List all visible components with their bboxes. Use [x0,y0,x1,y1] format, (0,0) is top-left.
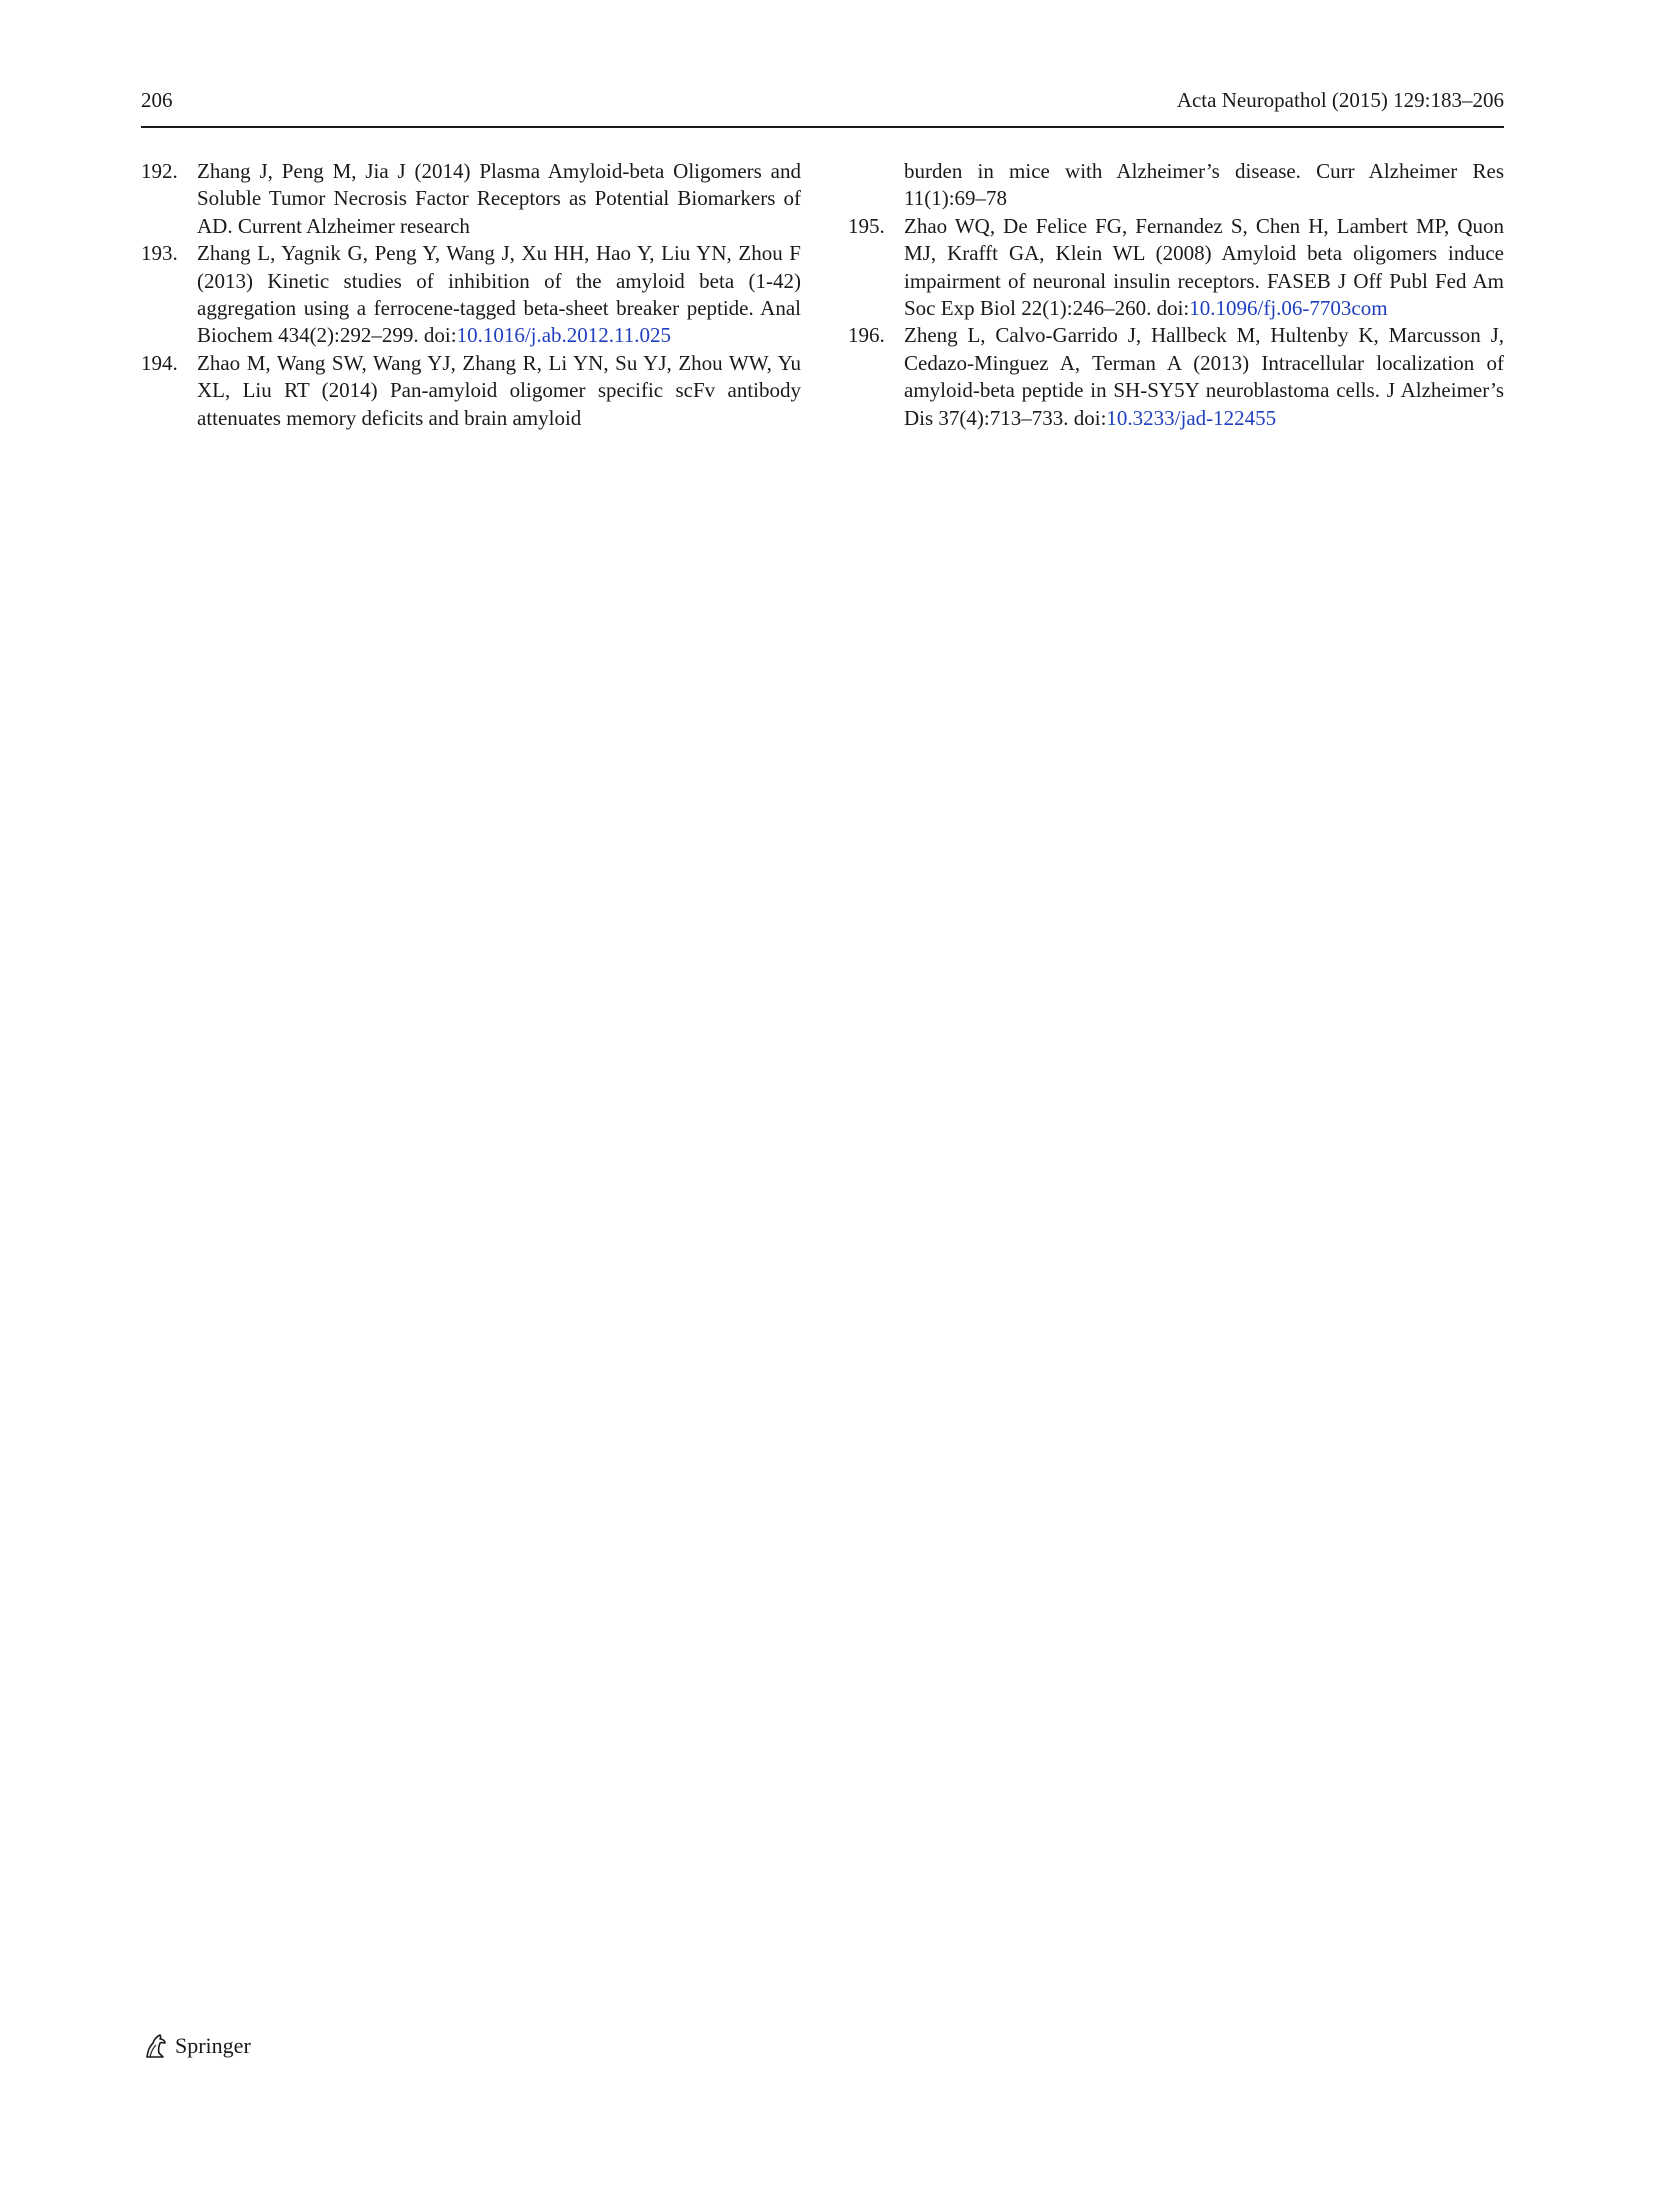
springer-horse-icon [141,2031,171,2061]
reference-text: Zheng L, Calvo-Garrido J, Hallbeck M, Hultenby K, Marcusson J, Cedazo-Minguez A, Terman A (2013) Intracellular localization of amyloid-beta peptide in SH-SY5Y neuroblastoma cells. J Alzheimer’s Dis 37(4):713–733. doi: [904,323,1504,430]
doi-link[interactable]: 10.1096/fj.06-7703com [1189,296,1388,321]
reference-text: Zhao M, Wang SW, Wang YJ, Zhang R, Li YN, Su YJ, Zhou WW, Yu XL, Liu RT (2014) Pan-amyloid oligomer specific scFv antibody attenuates memory deficits and brain amyloid [197,350,801,430]
doi-link[interactable]: 10.3233/jad-122455 [1106,405,1277,430]
reference-192 [141,158,801,240]
reference-194-continuation [848,158,1504,213]
reference-196 [848,322,1504,432]
publisher-name: Springer [175,2033,251,2058]
reference-number: 194. [141,350,178,375]
reference-number: 193. [141,241,178,266]
doi-link[interactable]: 10.1016/j.ab.2012.11.025 [456,323,672,348]
right-column [848,158,1504,432]
reference-text: Zhang L, Yagnik G, Peng Y, Wang J, Xu HH, Hao Y, Liu YN, Zhou F (2013) Kinetic studies of inhibition of the amyloid beta (1-42) aggregation using a ferrocene-tagged beta-sheet breaker peptide. Anal Biochem 434(2):292–299. doi: [197,241,801,348]
reference-number: 196. [848,323,885,348]
reference-194 [141,350,801,432]
reference-195 [848,213,1504,323]
reference-number: 192. [141,159,178,183]
page-footer [141,2028,251,2064]
reference-text: Zhao WQ, De Felice FG, Fernandez S, Chen H, Lambert MP, Quon MJ, Krafft GA, Klein WL (2008) Amyloid beta oligomers induce impairment of neuronal insulin receptors. FASEB J Off Publ Fed Am Soc Exp Biol 22(1):246–260. doi: [904,213,1504,321]
reference-193 [141,240,801,350]
page-header [141,86,1504,128]
journal-citation: Acta Neuropathol (2015) 129:183–206 [1176,88,1504,112]
reference-text: burden in mice with Alzheimer’s disease. Curr Alzheimer Res 11(1):69–78 [904,159,1504,211]
page-number: 206 [141,88,173,112]
left-column [141,158,801,432]
reference-number: 195. [848,213,885,238]
reference-text: Zhang J, Peng M, Jia J (2014) Plasma Amyloid-beta Oligomers and Soluble Tumor Necrosis Factor Receptors as Potential Biomarkers of AD. Current Alzheimer research [197,159,801,238]
